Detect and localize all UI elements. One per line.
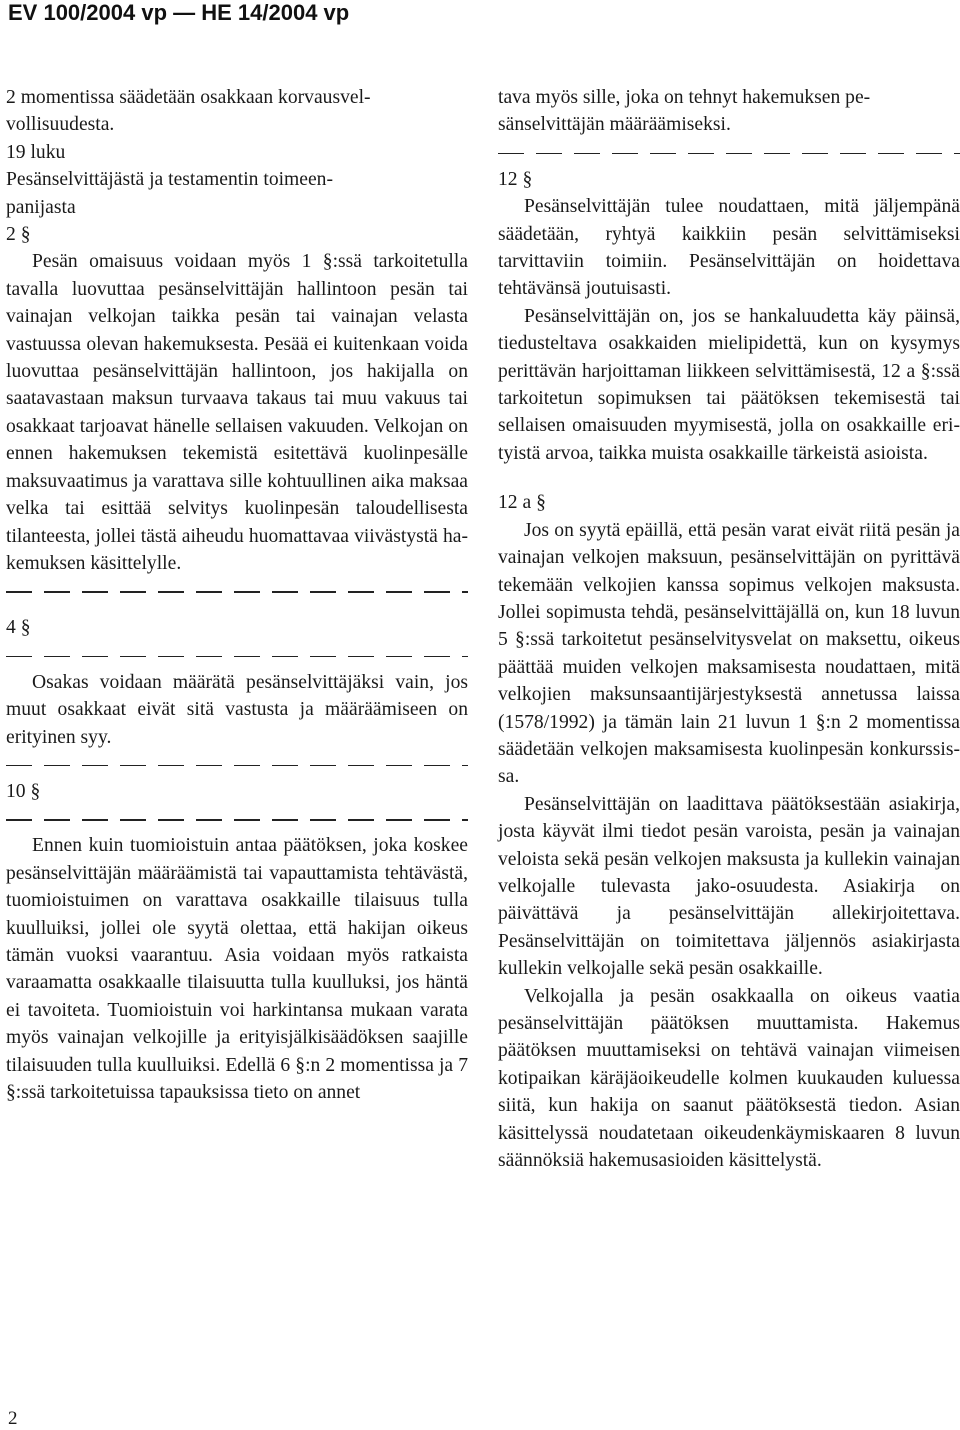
document-header: EV 100/2004 vp — HE 14/2004 vp <box>8 0 350 25</box>
omission-dash-line <box>6 642 468 669</box>
chapter-number: 19 luku <box>6 141 66 163</box>
intro-line-2: vollisuudesta. <box>6 114 115 136</box>
chapter-title-line-1: Pesänselvittäjästä ja testamentin toimeen- <box>6 169 334 191</box>
omission-dash-line <box>6 751 468 778</box>
section-10-text: Ennen kuin tuomioistuin antaa päätöksen, joka koskee pesänselvittäjän määräämistä tai vapauttamista tehtävästä, tuomioistuimen on varattava osakkaille tilaisuus tulla kuulluiksi, jollei ole syytä olettaa, että hakijan oikeus tämän vuoksi vaarantuu. Asia voidaan myös ratkaista varaamatta osakkaalle tilaisuutta tulla kuulluksi, jos häntä ei tavoiteta. Tuomioistuin voi harkintansa mukaan varata myös vainajan velkojille ja erityisjälkisäädöksen saajille tilaisuuden tulla kuulluiksi. Edellä 6 §:n 2 momentissa ja 7 §:ssä tarkoitetuissa tapauksissa tieto on annet <box>6 835 468 1103</box>
section-12a-paragraph-3: Velkojalla ja pesän osakkaalla on oikeus vaatia pesänselvittäjän päätöksen muuttamista. Hakemus päätöksen muuttamiseksi on tehtävä vainajan viimeisen kotipaikan käräjäoikeudelle kolmen kuukauden kuluessa siitä, kun hakija on saanut päätöksestä tiedon. Asian käsittelyssä noudatetaan oikeudenkäymiskaaren 8 luvun säännöksiä hakemusasioiden käsittelystä. <box>498 985 960 1172</box>
page-number: 2 <box>8 1408 18 1429</box>
chapter-title-line-2: panijasta <box>6 196 76 218</box>
section-10-number: 10 § <box>6 780 41 802</box>
section-4-number: 4 § <box>6 617 31 639</box>
section-12a-paragraph-2: Pesänselvittäjän on laadittava päätöksestään asiakirja, josta käyvät ilmi tiedot pesän varoista, pesän ja vainajan veloista sekä pesän velkojen maksusta ja kullekin vainajan velkojalle tulevasta jako-osuudesta. Asiakirja on päivättävä ja pesänselvittäjän allekirjoitettava. Pesänselvittäjän on toimitettava jäljennös asiakirjasta kullekin velkojalle sekä pesän osakkaille. <box>498 793 960 980</box>
omission-dash-line <box>6 805 468 832</box>
intro-line-1: tava myös sille, joka on tehnyt hakemuksen pe- <box>498 87 871 108</box>
omission-dash-line <box>6 577 468 604</box>
omission-dash-line <box>498 139 960 166</box>
section-12-paragraph-1: Pesänselvittäjän tulee noudattaen, mitä jäljempänä säädetään, ryhtyä kaikkiin pesän selvittämiseksi tarvittaviin toimiin. Pesänselvittäjän on hoidettava tehtävänsä joutuisasti. <box>498 196 960 300</box>
section-12-paragraph-2: Pesänselvittäjän on, jos se hankaluudetta käy päinsä, tiedusteltava osakkaiden mielipidettä, kun on kysymys perittävän harjoittaman liikkeen selvittämisestä, 12 a §:ssä tarkoitetun sopimuksen tai päätöksen tekemisestä tai sellaisen omaisuuden myymisestä, jolla on osakkaille erityistä arvoa, taikka muista osakkaille tärkeistä asioista. <box>498 305 960 464</box>
left-column <box>6 84 468 1106</box>
intro-line-2: sänselvittäjän määräämiseksi. <box>498 114 731 136</box>
section-4-text: Osakas voidaan määrätä pesänselvittäjäksi vain, jos muut osakkaat eivät sitä vastusta ja määräämiseen on erityinen syy. <box>6 671 468 748</box>
section-2-text: Pesän omaisuus voidaan myös 1 §:ssä tarkoitetulla tavalla luovuttaa pesänselvittäjän hallintoon pesän tai vainajan velkojan taikka pesän tai vainajan velasta vastuussa olevan hakemuksesta. Pesää ei kuitenkaan voida luovuttaa pesänselvittäjän hallintoon, jos hakijalla on saatavastaan maksun turvaava takaus tai muu vakuus tai osakkaat tarjoavat hänelle sellaisen vakuuden. Velkojan on ennen hakemuksen tekemistä esitettävä kuolinpesälle maksuvaatimus ja varattava sille kohtuullinen aika maksaa velka tai esittää selvitys kuolinpesän taloudellisesta tilanteesta, jollei tästä aiheudu huomattavaa viivästystä hakemuksen käsittelylle. <box>6 251 468 574</box>
section-2-number: 2 § <box>6 224 31 246</box>
intro-line-1: 2 momentissa säädetään osakkaan korvausvel- <box>6 87 371 108</box>
section-12-number: 12 § <box>498 168 533 190</box>
right-column <box>498 84 960 1174</box>
section-12a-number: 12 a § <box>498 492 546 514</box>
section-12a-paragraph-1: Jos on syytä epäillä, että pesän varat eivät riitä pesän ja vainajan velkojen maksuun, pesänselvittäjän on pyrittävä tekemään velkojien kanssa sopimus velkojen maksusta. Jollei sopimusta tehdä, pesänselvittäjällä on, kun 18 luvun 5 §:ssä tarkoitetut pesänselvitysvelat on maksettu, oikeus päättää muiden velkojen maksamisesta noudattaen, mitä velkojien maksunsaantijärjestyksestä annetussa laissa (1578/1992) ja tämän lain 21 luvun 1 §:n 2 momentissa säädetään velkojen maksamisesta kuolinpesän konkurssissa. <box>498 519 960 788</box>
